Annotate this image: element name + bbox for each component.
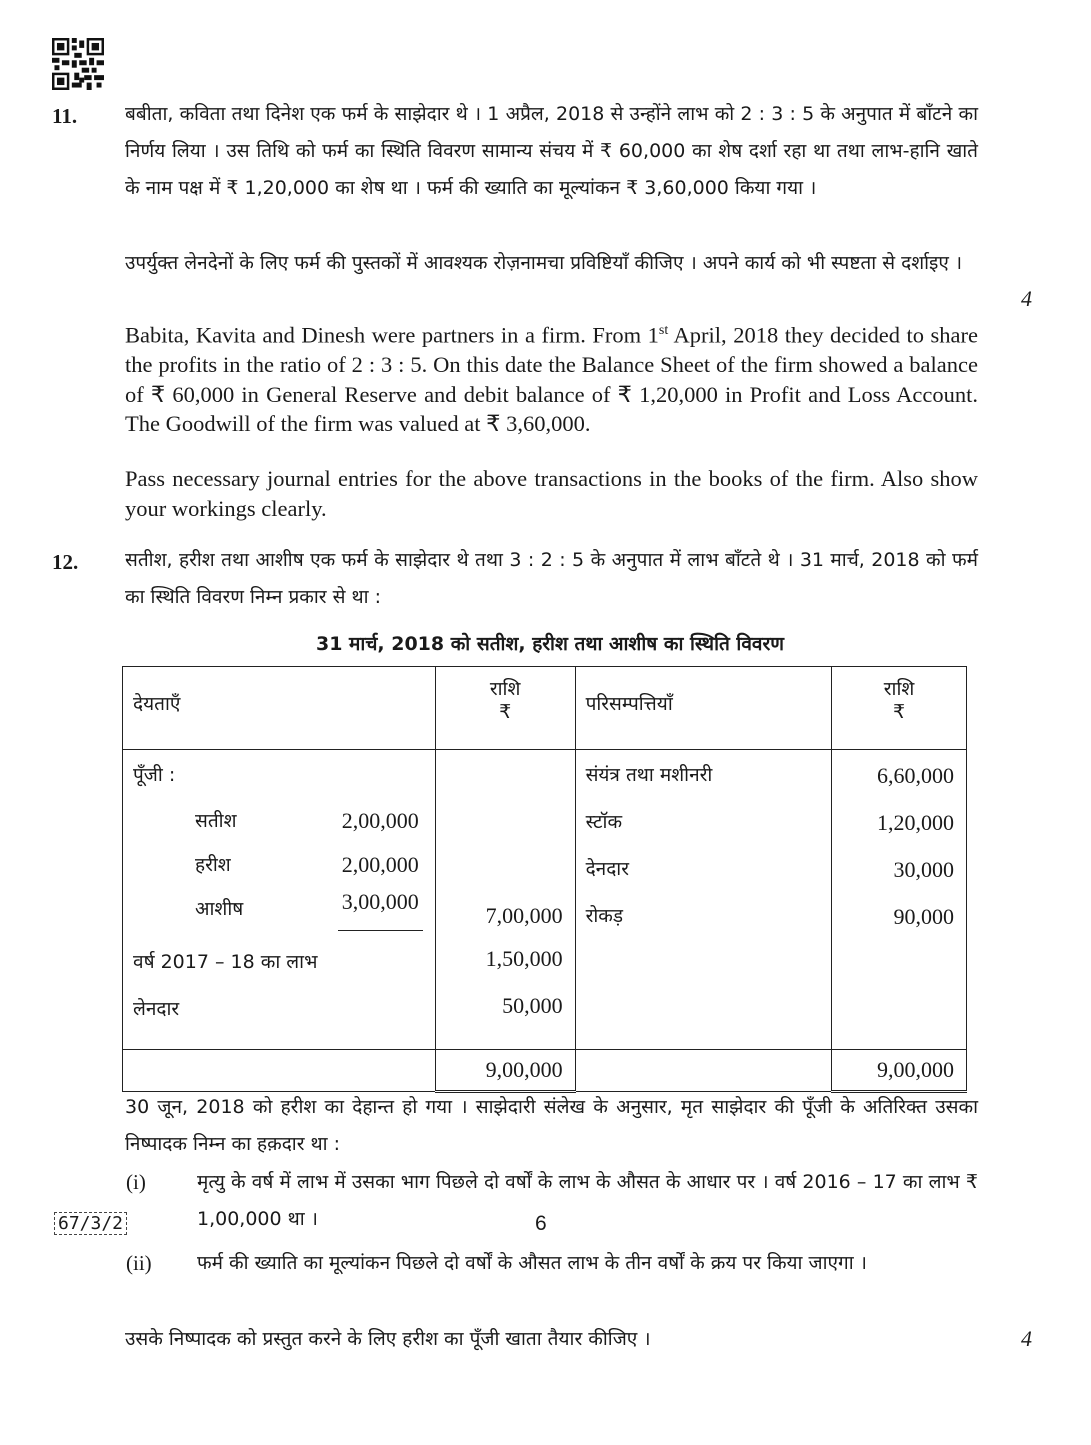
- q12-marks: 4: [1021, 1326, 1032, 1351]
- partner-capital-row: [133, 799, 435, 843]
- q11-english-text-a: Babita, Kavita and Dinesh were partners in a firm. From 1: [125, 322, 659, 348]
- table-body-row: [123, 750, 967, 1050]
- asset-name: देनदार: [585, 858, 629, 880]
- asset-amount: 90,000: [893, 904, 954, 929]
- asset-amount: 30,000: [893, 857, 954, 882]
- header-amount-right: [832, 667, 967, 750]
- question-number: 11.: [52, 104, 78, 128]
- table-total-row: [123, 1050, 967, 1092]
- total-liabilities: 9,00,000: [435, 1050, 575, 1092]
- q12-hindi-after-table: 30 जून, 2018 को हरीश का देहान्त हो गया । साझेदारी संलेख के अनुसार, मृत साझेदार की पूँजी के अतिरिक्त उसका निष्पादक निम्न का हक़दार था :: [125, 1096, 978, 1155]
- q12-hindi-intro: सतीश, हरीश तथा आशीष एक फर्म के साझेदार थे तथा 3 : 2 : 5 के अनुपात में लाभ बाँटते थे । 31 मार्च, 2018 को फर्म का स्थिति विवरण निम्न प्रकार से था :: [125, 549, 978, 608]
- q12-hindi-final: उसके निष्पादक को प्रस्तुत करने के लिए हरीश का पूँजी खाता तैयार कीजिए ।: [125, 1328, 651, 1350]
- item-label: (i): [126, 1170, 146, 1194]
- q11-marks: 4: [1021, 286, 1032, 311]
- balance-sheet-table: [122, 666, 967, 1093]
- header-rupee-symbol: ₹: [893, 701, 906, 723]
- creditors-amount: 50,000: [502, 993, 563, 1018]
- q11-english-paragraph-1: [125, 316, 978, 439]
- header-assets: परिसम्पत्तियाँ: [575, 667, 832, 750]
- q11-hindi-paragraph-2: उपर्युक्त लेनदेनों के लिए फर्म की पुस्तकों में आवश्यक रोज़नामचा प्रविष्टियाँ कीजिए । अपने कार्य को भी स्पष्टता से दर्शाइए ।: [125, 252, 963, 274]
- asset-name: स्टॉक: [585, 811, 623, 833]
- total-blank: [575, 1050, 832, 1092]
- liabilities-amount-column: [435, 750, 575, 1050]
- capital-total: 7,00,000: [485, 903, 563, 928]
- q11-english-superscript: st: [658, 323, 669, 338]
- header-liabilities: देयताएँ: [123, 667, 436, 750]
- q11-english-paragraph-2: Pass necessary journal entries for the above transactions in the books of the firm. Also show your workings clearly.: [125, 466, 978, 521]
- partner-name: सतीश: [195, 810, 237, 832]
- header-amount-left: [435, 667, 575, 750]
- q11-hindi-paragraph-1: बबीता, कविता तथा दिनेश एक फर्म के साझेदार थे । 1 अप्रैल, 2018 से उन्होंने लाभ को 2 : 3 : 5 के अनुपात में बाँटने का निर्णय लिया । उस तिथि को फर्म का स्थिति विवरण सामान्य संचय में ₹ 60,000 का शेष दर्शा रहा था तथा लाभ-हानि खाते के नाम पक्ष में ₹ 1,20,000 का शेष था । फर्म की ख्याति का मूल्यांकन ₹ 3,60,000 किया गया ।: [125, 103, 978, 199]
- header-rupee-symbol: ₹: [499, 701, 512, 723]
- paper-code: 67/3/2: [54, 1212, 127, 1235]
- asset-name: संयंत्र तथा मशीनरी: [585, 764, 713, 786]
- partner-capital: 2,00,000: [341, 852, 419, 877]
- partner-capital: 3,00,000: [338, 887, 423, 931]
- header-amount-label: राशि: [883, 678, 915, 700]
- table-header-row: [123, 667, 967, 750]
- balance-sheet-title: 31 मार्च, 2018 को सतीश, हरीश तथा आशीष का स्थिति विवरण: [315, 633, 784, 655]
- creditors-label: लेनदार: [133, 998, 180, 1020]
- partner-capital-row: [133, 843, 435, 887]
- profit-amount: 1,50,000: [485, 946, 563, 971]
- page-number: 6: [535, 1212, 547, 1235]
- assets-column: [575, 750, 832, 1050]
- item-text: मृत्यु के वर्ष में लाभ में उसका भाग पिछले दो वर्षों के लाभ के औसत के आधार पर । वर्ष 2016 – 17 का लाभ ₹ 1,00,000 था ।: [197, 1171, 978, 1230]
- item-text: फर्म की ख्याति का मूल्यांकन पिछले दो वर्षों के औसत लाभ के तीन वर्षों के क्रय पर किया जाएगा ।: [197, 1252, 867, 1274]
- partner-capital: 2,00,000: [341, 808, 419, 833]
- total-assets: 9,00,000: [832, 1050, 967, 1092]
- assets-amount-column: [832, 750, 967, 1050]
- partner-capital-row: [133, 887, 435, 931]
- partner-name: आशीष: [195, 898, 244, 920]
- question-number: 12.: [52, 550, 79, 574]
- asset-amount: 1,20,000: [877, 810, 954, 835]
- asset-name: रोकड़: [585, 905, 624, 927]
- item-label: (ii): [126, 1251, 152, 1275]
- header-amount-label: राशि: [489, 678, 521, 700]
- qr-code-icon: [52, 38, 104, 90]
- profit-label: वर्ष 2017 – 18 का लाभ: [133, 951, 318, 973]
- partner-name: हरीश: [195, 854, 231, 876]
- liabilities-column: [123, 750, 436, 1050]
- q11-english-text-b: April, 2018 they decided to share the profits in the ratio of 2 : 3 : 5. On this date the Balance Sheet of the firm showed a balance of ₹ 60,000 in General Reserve and debit balance of ₹ 1,20,000 in Profit and Loss Account. The Goodwill of the firm was valued at ₹ 3,60,000.: [125, 322, 978, 436]
- capital-label: पूँजी :: [133, 764, 176, 786]
- asset-amount: 6,60,000: [877, 763, 954, 788]
- total-blank: [123, 1050, 436, 1092]
